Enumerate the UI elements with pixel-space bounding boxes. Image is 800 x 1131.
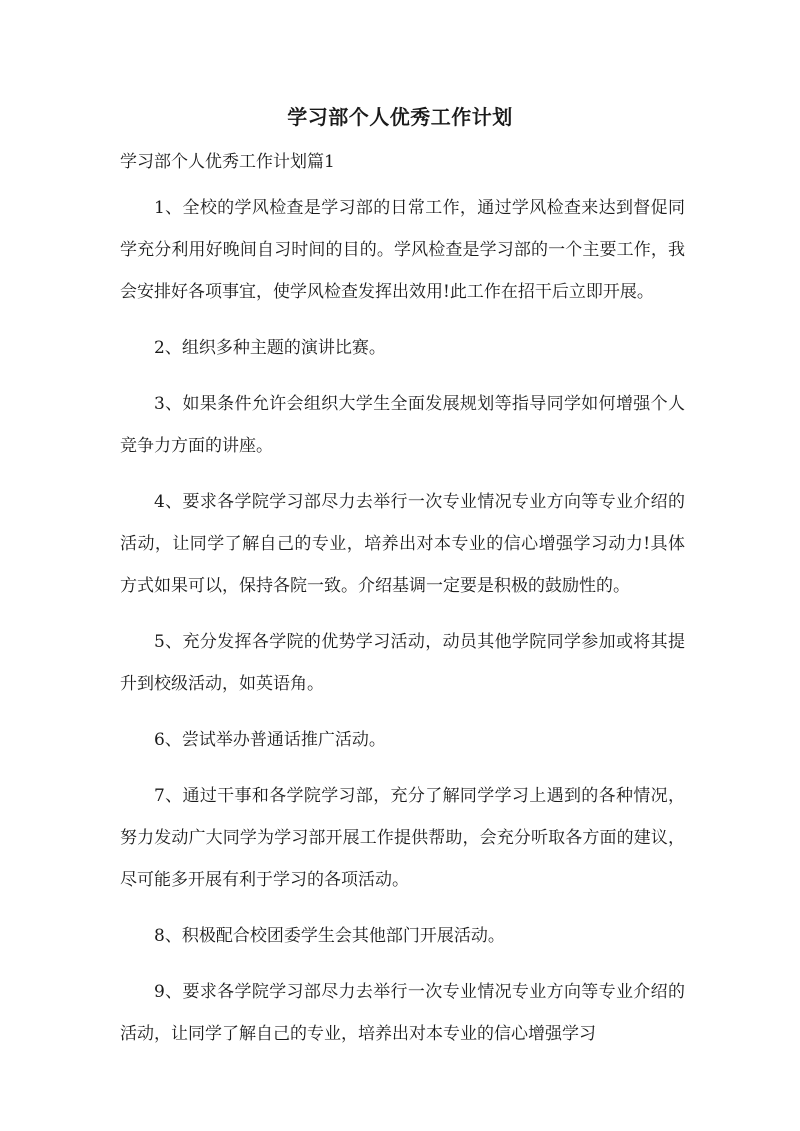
paragraph-8: 8、积极配合校团委学生会其他部门开展活动。 xyxy=(154,926,505,946)
paragraph-4: 4、要求各学院学习部尽力去举行一次专业情况专业方向等专业介绍的活动，让同学了解自己的专业，培养出对本专业的信心增强学习动力!具体方式如果可以，保持各院一致。介绍基调一定要是积极的鼓励性的。 xyxy=(120,492,685,596)
paragraph-3: 3、如果条件允许会组织大学生全面发展规划等指导同学如何增强个人竞争力方面的讲座。 xyxy=(120,394,685,456)
paragraph-7: 7、通过干事和各学院学习部，充分了解同学学习上遇到的各种情况，努力发动广大同学为学习部开展工作提供帮助，会充分听取各方面的建议，尽可能多开展有利于学习的各项活动。 xyxy=(120,786,685,890)
paragraph-6: 6、尝试举办普通话推广活动。 xyxy=(154,730,386,750)
paragraph-1: 1、全校的学风检查是学习部的日常工作，通过学风检查来达到督促同学充分利用好晚间自习时间的目的。学风检查是学习部的一个主要工作，我会安排好各项事宜，使学风检查发挥出效用!此工作在招干后立即开展。 xyxy=(120,198,685,302)
paragraph-5: 5、充分发挥各学院的优势学习活动，动员其他学院同学参加或将其提升到校级活动，如英语角。 xyxy=(120,632,685,694)
document-title: 学习部个人优秀工作计划 xyxy=(287,105,513,129)
paragraph-9: 9、要求各学院学习部尽力去举行一次专业情况专业方向等专业介绍的活动，让同学了解自己的专业，培养出对本专业的信心增强学习 xyxy=(120,982,685,1044)
document-body xyxy=(120,187,685,1069)
paragraph-2: 2、组织多种主题的演讲比赛。 xyxy=(154,338,386,358)
document-subtitle: 学习部个人优秀工作计划篇1 xyxy=(120,152,335,172)
